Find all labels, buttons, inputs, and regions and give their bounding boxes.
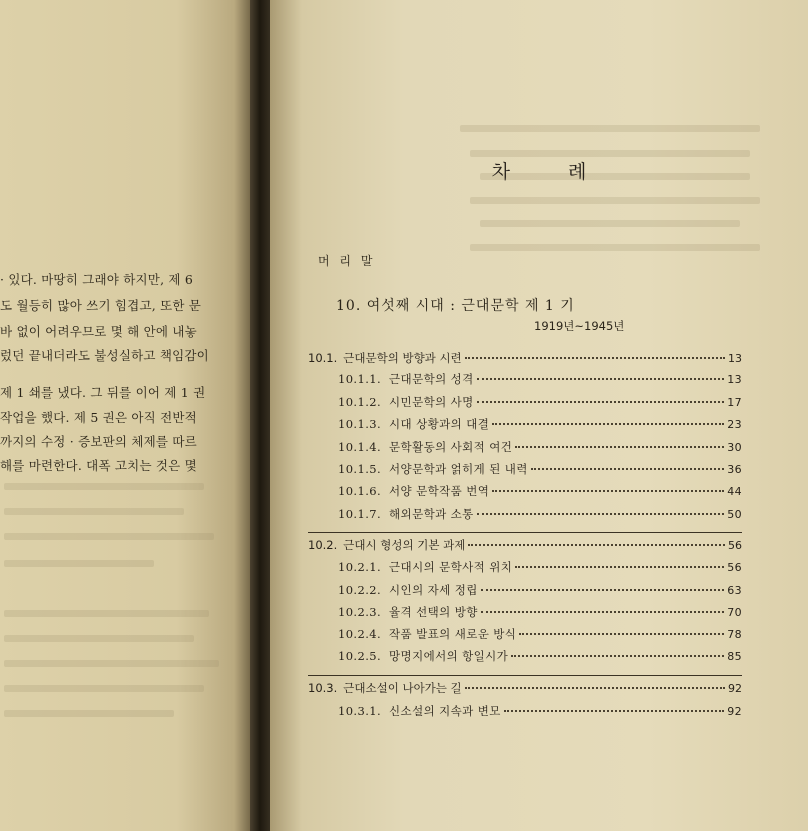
page-number: 92 (728, 682, 742, 695)
part-years: 1919년~1945년 (534, 319, 625, 333)
toc-page (270, 0, 808, 831)
left-page-line: 까지의 수정 · 증보판의 체제를 따르 (0, 434, 197, 449)
toc-item (338, 439, 742, 459)
preface-entry: 머 리 말 (318, 254, 376, 268)
dot-leader (468, 543, 725, 546)
left-page-line: 제 1 쇄를 냈다. 그 뒤를 이어 제 1 권 (0, 385, 206, 400)
dot-leader (465, 686, 725, 689)
dot-leader (515, 445, 724, 448)
left-page-line: 렀던 끝내더라도 불성실하고 책임감이 (0, 348, 209, 363)
bleed-through-text (4, 660, 219, 667)
toc-title: 차 례 (491, 161, 613, 183)
item-number: 10.2.4. (338, 627, 382, 641)
bleed-through-text (4, 483, 204, 490)
item-number: 10.1.2. (338, 395, 382, 409)
item-title: 시대 상황과의 대결 (389, 417, 490, 431)
item-number: 10.1.3. (338, 417, 382, 431)
dot-leader (481, 610, 724, 613)
page-number: 70 (727, 606, 742, 619)
toc-item (338, 461, 742, 481)
dot-leader (515, 565, 724, 568)
page-number: 36 (727, 463, 742, 476)
page-number: 56 (727, 561, 742, 574)
section-title: 근대시 형성의 기본 과제 (343, 538, 466, 552)
bleed-through-text (4, 710, 174, 717)
dot-leader (511, 654, 724, 657)
toc-item (338, 371, 742, 391)
dot-leader (477, 400, 725, 403)
bleed-through-text (470, 197, 760, 204)
left-page-line: 도 월등히 많아 쓰기 힘겹고, 또한 문 (0, 298, 202, 313)
page-number: 17 (727, 396, 742, 409)
page-number: 56 (728, 539, 742, 552)
section-number: 10.1. (308, 351, 338, 365)
item-title: 근대시의 문학사적 위치 (389, 560, 513, 574)
item-title: 망명지에서의 항일시가 (389, 649, 509, 663)
toc-item (338, 483, 742, 503)
item-title: 해외문학과 소통 (389, 507, 474, 521)
item-number: 10.1.6. (338, 484, 382, 498)
bleed-through-text (480, 220, 740, 227)
section-number: 10.3. (308, 681, 338, 695)
item-title: 신소설의 지속과 변모 (389, 704, 501, 718)
item-title: 서양문학과 얽히게 된 내력 (389, 462, 528, 476)
item-number: 10.2.3. (338, 605, 382, 619)
section-number: 10.2. (308, 538, 338, 552)
section-divider (308, 532, 742, 533)
left-page-line: · 있다. 마땅히 그래야 하지만, 제 6 (0, 272, 194, 287)
toc-section (308, 537, 742, 557)
page-number: 13 (727, 373, 742, 386)
item-title: 시인의 자세 정립 (389, 583, 478, 597)
page-number: 23 (727, 418, 742, 431)
item-title: 근대문학의 성격 (389, 372, 474, 386)
toc-item (338, 416, 742, 436)
dot-leader (477, 512, 725, 515)
toc-item (338, 559, 742, 579)
item-title: 율격 선택의 방향 (389, 605, 478, 619)
toc-item (338, 626, 742, 646)
dot-leader (477, 377, 725, 380)
toc-item (338, 506, 742, 526)
left-page (0, 0, 252, 831)
dot-leader (504, 709, 724, 712)
part-title: 10. 여섯째 시대 : 근대문학 제 1 기 (336, 298, 575, 314)
section-divider (308, 675, 742, 676)
bleed-through-text (4, 635, 194, 642)
item-number: 10.3.1. (338, 704, 382, 718)
page-number: 92 (727, 705, 742, 718)
item-number: 10.1.1. (338, 372, 382, 386)
book-gutter (250, 0, 272, 831)
bleed-through-text (460, 125, 760, 132)
page-number: 13 (728, 352, 742, 365)
item-number: 10.2.2. (338, 583, 382, 597)
item-number: 10.1.5. (338, 462, 382, 476)
bleed-through-text (470, 244, 760, 251)
toc-item (338, 703, 742, 723)
dot-leader (519, 632, 724, 635)
toc-item (338, 604, 742, 624)
page-number: 85 (727, 650, 742, 663)
item-title: 시민문학의 사명 (389, 395, 474, 409)
bleed-through-text (4, 560, 154, 567)
page-number: 30 (727, 441, 742, 454)
item-number: 10.1.4. (338, 440, 382, 454)
bleed-through-text (4, 685, 204, 692)
bleed-through-text (4, 533, 214, 540)
dot-leader (481, 588, 724, 591)
toc-item (338, 648, 742, 668)
toc-item (338, 394, 742, 414)
item-title: 문학활동의 사회적 여건 (389, 440, 513, 454)
dot-leader (492, 489, 724, 492)
section-title: 근대문학의 방향과 시련 (343, 351, 462, 365)
bleed-through-text (4, 610, 209, 617)
page-number: 50 (727, 508, 742, 521)
dot-leader (531, 467, 724, 470)
toc-section (308, 680, 742, 700)
dot-leader (492, 422, 724, 425)
item-number: 10.2.1. (338, 560, 382, 574)
toc-section (308, 350, 742, 370)
item-title: 서양 문학작품 번역 (389, 484, 490, 498)
page-number: 78 (727, 628, 742, 641)
item-number: 10.2.5. (338, 649, 382, 663)
dot-leader (465, 356, 725, 359)
bleed-through-text (470, 150, 750, 157)
section-title: 근대소설이 나아가는 길 (343, 681, 462, 695)
bleed-through-text (4, 508, 184, 515)
item-number: 10.1.7. (338, 507, 382, 521)
page-number: 63 (727, 584, 742, 597)
left-page-line: 해를 마련한다. 대폭 고치는 것은 몇 (0, 458, 197, 473)
item-title: 작품 발표의 새로운 방식 (389, 627, 517, 641)
page-number: 44 (727, 485, 742, 498)
left-page-line: 바 없이 어려우므로 몇 해 안에 내놓 (0, 324, 197, 339)
left-page-line: 작업을 했다. 제 5 권은 아직 전반적 (0, 410, 197, 425)
toc-item (338, 582, 742, 602)
